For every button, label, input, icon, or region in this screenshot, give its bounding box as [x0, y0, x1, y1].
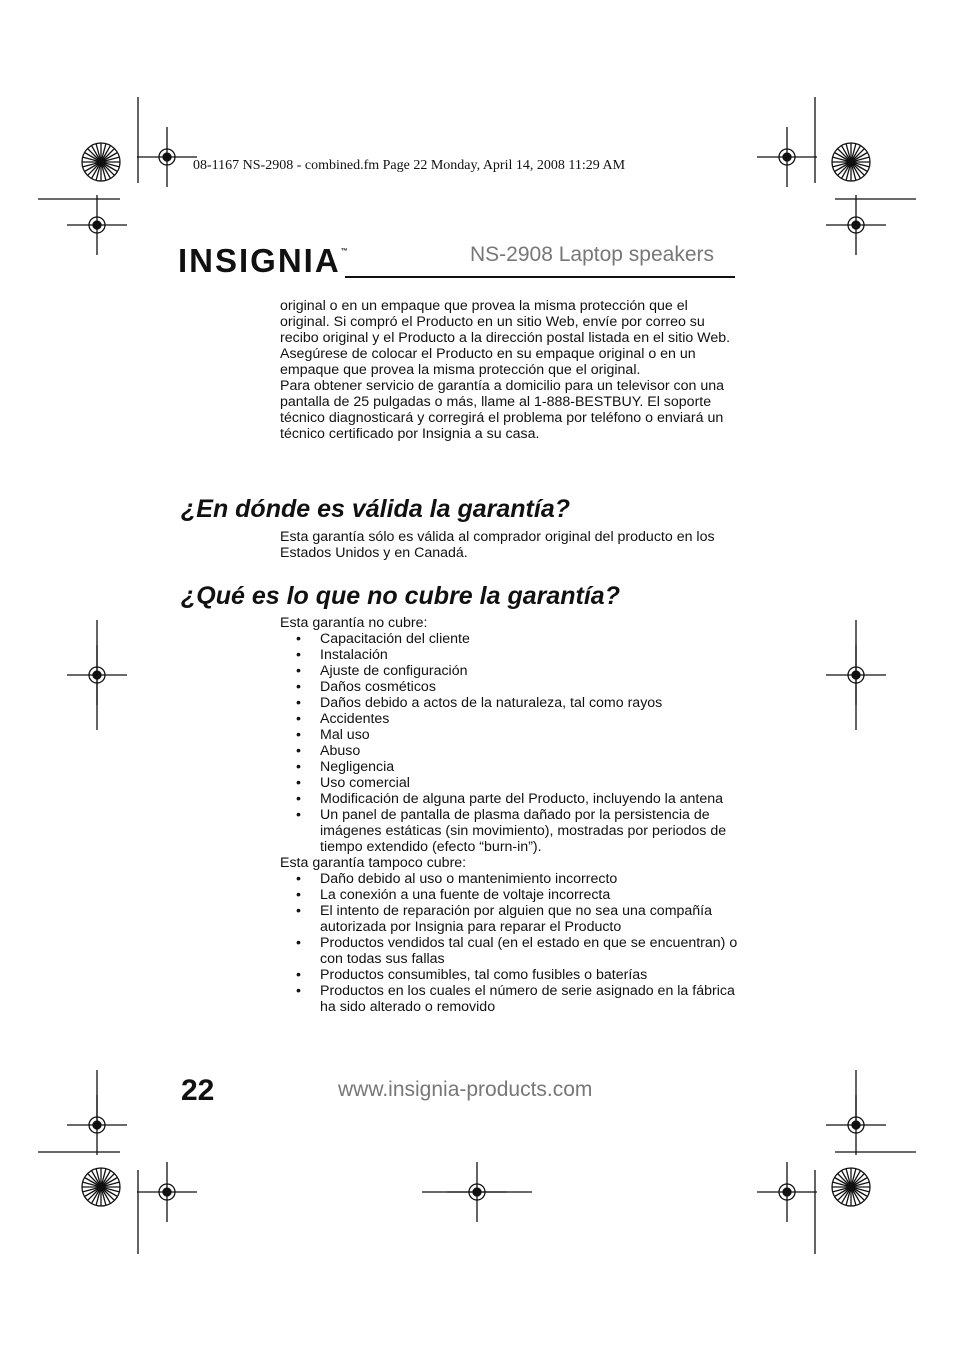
list-item: • Mal uso — [280, 727, 740, 743]
list-item: • Productos consumibles, tal como fusibles o baterías — [280, 967, 740, 983]
intro-text — [280, 298, 740, 442]
list-item: • Uso comercial — [280, 775, 740, 791]
also-not-covered-list — [280, 871, 740, 1015]
header-rule — [345, 276, 735, 278]
list-item: • Instalación — [280, 647, 740, 663]
print-slug-line: 08-1167 NS-2908 - combined.fm Page 22 Monday, April 14, 2008 11:29 AM — [193, 158, 626, 173]
list-item: • El intento de reparación por alguien que no sea una compañía autorizada por Insignia para reparar el Producto — [280, 903, 740, 935]
list-intro: Esta garantía tampoco cubre: — [280, 855, 467, 871]
list-item: • Ajuste de configuración — [280, 663, 740, 679]
logo-text: INSIGNIA — [178, 242, 341, 279]
list-item: • Negligencia — [280, 759, 740, 775]
list-item: • La conexión a una fuente de voltaje incorrecta — [280, 887, 740, 903]
not-covered-content — [280, 615, 740, 1015]
list-item: • Daños debido a actos de la naturaleza, tal como rayos — [280, 695, 740, 711]
list-item: • Un panel de pantalla de plasma dañado por la persistencia de imágenes estáticas (sin movimiento), mostradas por periodos de tiempo extendido (efecto “burn-in”). — [280, 807, 740, 855]
list-item: • Daños cosméticos — [280, 679, 740, 695]
section-heading-validity: ¿En dónde es válida la garantía? — [181, 495, 570, 523]
page-number: 22 — [181, 1074, 215, 1107]
footer-url: www.insignia-products.com — [338, 1078, 593, 1101]
trademark-symbol: ™ — [340, 248, 348, 255]
insignia-logo — [178, 244, 348, 277]
list-item: • Productos vendidos tal cual (en el estado en que se encuentran) o con todas sus fallas — [280, 935, 740, 967]
list-item: • Accidentes — [280, 711, 740, 727]
list-item: • Modificación de alguna parte del Producto, incluyendo la antena — [280, 791, 740, 807]
list-intro: Esta garantía no cubre: — [280, 615, 428, 631]
header-title: NS-2908 Laptop speakers — [470, 243, 714, 266]
list-item: • Capacitación del cliente — [280, 631, 740, 647]
list-item: • Daño debido al uso o mantenimiento incorrecto — [280, 871, 740, 887]
section-validity-text: Esta garantía sólo es válida al comprador original del producto en los Estados Unidos y en Canadá. — [280, 529, 715, 561]
intro-paragraph: original o en un empaque que provea la misma protección que el original. Si compró el Producto en un sitio Web, envíe por correo su recibo original y el Producto a la dirección postal listada en el sitio Web. Asegúrese de colocar el Producto en su empaque original o en un empaque que provea la misma protección que el original. — [280, 298, 731, 378]
intro-paragraph: Para obtener servicio de garantía a domicilio para un televisor con una pantalla de 25 pulgadas o más, llame al 1-888-BESTBUY. El soporte técnico diagnosticará y corregirá el problema por teléfono o enviará un técnico certificado por Insignia a su casa. — [280, 378, 725, 442]
list-item: • Productos en los cuales el número de serie asignado en la fábrica ha sido alterado o removido — [280, 983, 740, 1015]
not-covered-list — [280, 631, 740, 855]
section-heading-not-covered: ¿Qué es lo que no cubre la garantía? — [181, 582, 620, 610]
list-item: • Abuso — [280, 743, 740, 759]
